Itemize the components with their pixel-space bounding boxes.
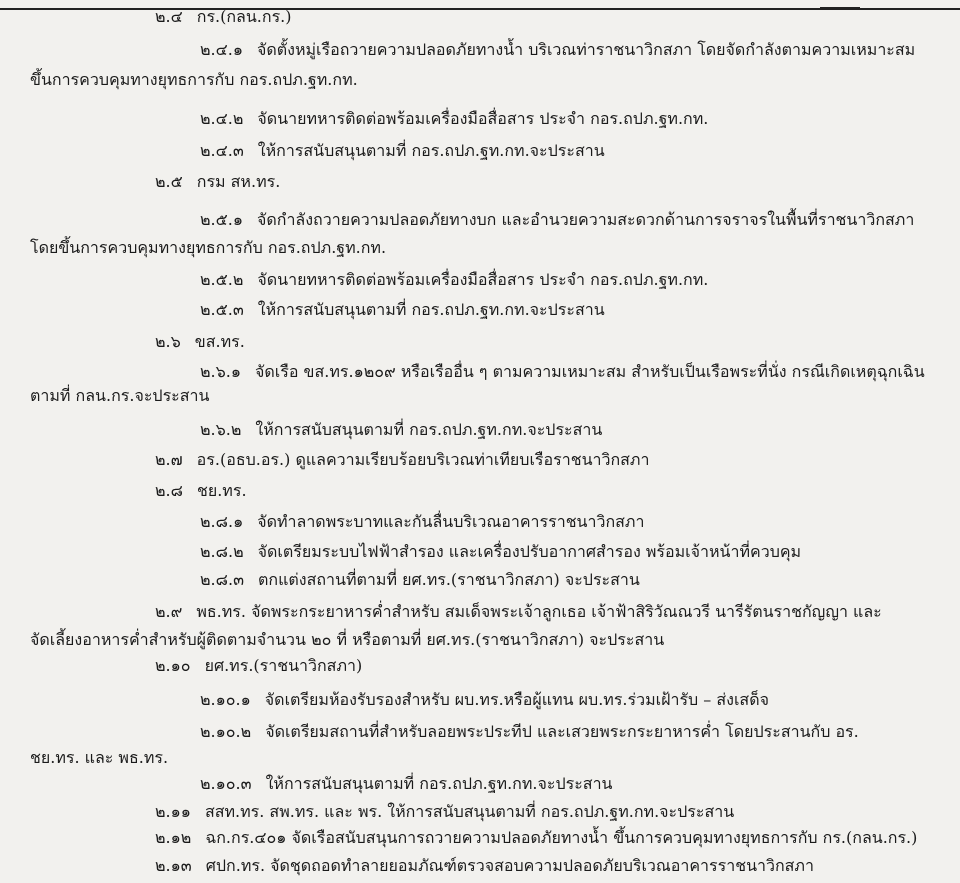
item-2-10-2-cont: ชย.ทร. และ พธ.ทร. [30,748,169,767]
item-2-8: ๒.๘ ชย.ทร. [155,481,247,500]
item-2-8-1: ๒.๘.๑ จัดทำลาดพระบาทและกันลื่นบริเวณอาคารราชนาวิกสภา [200,512,645,531]
item-2-6-2: ๒.๖.๒ ให้การสนับสนุนตามที่ กอร.ถปภ.ฐท.กท.จะประสาน [200,420,603,439]
item-2-5-1-cont: โดยขึ้นการควบคุมทางยุทธการกับ กอร.ถปภ.ฐท.กท. [30,238,387,257]
item-2-8-3: ๒.๘.๓ ตกแต่งสถานที่ตามที่ ยศ.ทร.(ราชนาวิกสภา) จะประสาน [200,570,640,589]
item-2-5-3: ๒.๕.๓ ให้การสนับสนุนตามที่ กอร.ถปภ.ฐท.กท.จะประสาน [200,300,605,319]
item-2-10-2: ๒.๑๐.๒ จัดเตรียมสถานที่สำหรับลอยพระประทีป และเสวยพระกระยาหารค่ำ โดยประสานกับ อร. [200,722,859,741]
item-2-6-1-cont: ตามที่ กลน.กร.จะประสาน [30,386,210,405]
item-2-5: ๒.๕ กรม สห.ทร. [155,172,281,191]
item-2-11: ๒.๑๑ สสท.ทร. สพ.ทร. และ พร. ให้การสนับสนุนตามที่ กอร.ถปภ.ฐท.กท.จะประสาน [155,802,735,821]
item-2-13: ๒.๑๓ ศปก.ทร. จัดชุดถอดทำลายยอมภัณฑ์ตรวจสอบความปลอดภัยบริเวณอาคารราชนาวิกสภา [155,856,814,875]
item-2-10: ๒.๑๐ ยศ.ทร.(ราชนาวิกสภา) [155,656,363,675]
item-2-4-1-cont: ขึ้นการควบคุมทางยุทธการกับ กอร.ถปภ.ฐท.กท. [30,70,358,89]
item-2-6-1: ๒.๖.๑ จัดเรือ ขส.ทร.๑๒๐๙ หรือเรืออื่น ๆ ตามความเหมาะสม สำหรับเป็นเรือพระที่นั่ง กรณีเกิดเหตุฉุกเฉิน [200,362,925,381]
item-2-8-2: ๒.๘.๒ จัดเตรียมระบบไฟฟ้าสำรอง และเครื่องปรับอากาศสำรอง พร้อมเจ้าหน้าที่ควบคุม [200,542,802,561]
item-2-7: ๒.๗ อร.(อธบ.อร.) ดูแลความเรียบร้อยบริเวณท่าเทียบเรือราชนาวิกสภา [155,450,650,469]
item-2-9-cont: จัดเลี้ยงอาหารค่ำสำหรับผู้ติดตามจำนวน ๒๐ ที่ หรือตามที่ ยศ.ทร.(ราชนาวิกสภา) จะประสาน [30,630,665,649]
item-2-9: ๒.๙ พธ.ทร. จัดพระกระยาหารค่ำสำหรับ สมเด็จพระเจ้าลูกเธอ เจ้าฟ้าสิริวัณณวรี นารีรัตนราชกัญญา และ [155,602,882,621]
item-2-10-3: ๒.๑๐.๓ ให้การสนับสนุนตามที่ กอร.ถปภ.ฐท.กท.จะประสาน [200,774,613,793]
item-2-4-2: ๒.๔.๒ จัดนายทหารติดต่อพร้อมเครื่องมือสื่อสาร ประจำ กอร.ถปภ.ฐท.กท. [200,109,709,128]
item-2-6: ๒.๖ ขส.ทร. [155,332,245,351]
item-2-4-1: ๒.๔.๑ จัดตั้งหมู่เรือถวายความปลอดภัยทางน้ำ บริเวณท่าราชนาวิกสภา โดยจัดกำลังตามความเหมาะสม [200,40,916,59]
item-2-5-1: ๒.๕.๑ จัดกำลังถวายความปลอดภัยทางบก และอำนวยความสะดวกด้านการจราจรในพื้นที่ราชนาวิกสภา [200,210,915,229]
item-2-12: ๒.๑๒ ฉก.กร.๔๐๑ จัดเรือสนับสนุนการถวายความปลอดภัยทางน้ำ ขึ้นการควบคุมทางยุทธการกับ กร.(กลน.กร.) [155,828,918,847]
item-2-4-3: ๒.๔.๓ ให้การสนับสนุนตามที่ กอร.ถปภ.ฐท.กท.จะประสาน [200,141,605,160]
item-2-10-1: ๒.๑๐.๑ จัดเตรียมห้องรับรองสำหรับ ผบ.ทร.หรือผู้แทน ผบ.ทร.ร่วมเฝ้ารับ – ส่งเสด็จ [200,690,769,709]
item-2-4: ๒.๔ กร.(กลน.กร.) [155,7,292,26]
item-2-5-2: ๒.๕.๒ จัดนายทหารติดต่อพร้อมเครื่องมือสื่อสาร ประจำ กอร.ถปภ.ฐท.กท. [200,270,709,289]
